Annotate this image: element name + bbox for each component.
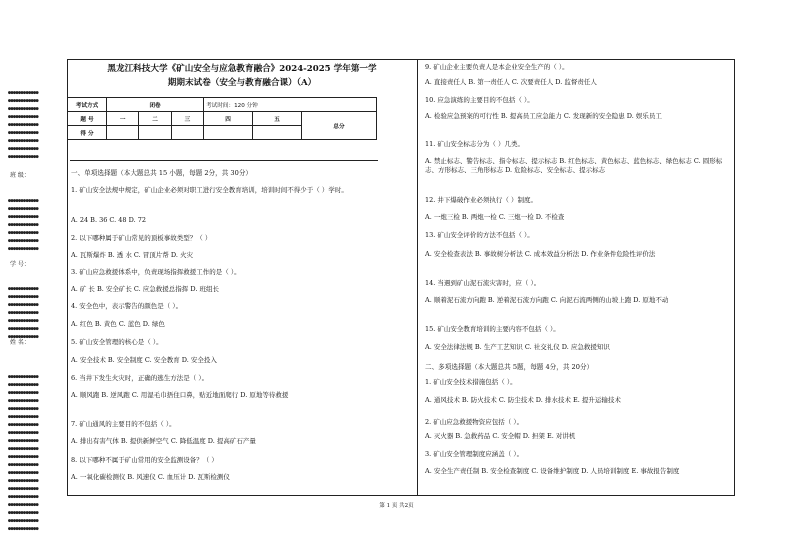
- seal-dot-row: ●●●●●●●●●●●●: [8, 478, 39, 484]
- seal-dot-row: ●●●●●●●●●●●●: [8, 430, 39, 436]
- question-options: A. 禁止标志、警告标志、指令标志、提示标志 B. 红色标志、黄色标志、蓝色标志、绿色标志 C. 圆形标志、方形标志、三角形标志 D. 危险标志、安全标志、提示标志: [425, 157, 723, 174]
- question-options: A. 矿 长 B. 安全矿长 C. 应急救援总指挥 D. 班组长: [71, 285, 219, 293]
- seal-dot-row: ●●●●●●●●●●●●: [8, 154, 39, 160]
- col-3: 三: [171, 112, 203, 126]
- score-label: 得 分: [68, 126, 107, 140]
- question-options: A. 24 B. 36 C. 48 D. 72: [71, 216, 147, 224]
- question-stem: 9. 矿山企业主要负责人是本企业安全生产的（ ）。: [425, 63, 569, 71]
- question-stem: 3. 矿山安全管理制度应涵盖（ ）。: [425, 450, 524, 458]
- seal-dot-row: ●●●●●●●●●●●●: [8, 326, 39, 332]
- exam-time: 考试时间：120 分钟: [204, 98, 377, 112]
- seal-dot-row: ●●●●●●●●●●●●: [8, 146, 39, 152]
- score-table-rule: [70, 160, 378, 161]
- seal-dot-row: ●●●●●●●●●●●●: [8, 382, 39, 388]
- seal-dot-row: ●●●●●●●●●●●●: [8, 398, 39, 404]
- col-1: 一: [107, 112, 139, 126]
- seal-dot-row: ●●●●●●●●●●●●: [8, 106, 39, 112]
- seal-dot-row: ●●●●●●●●●●●●: [8, 486, 39, 492]
- question-stem: 2. 矿山应急救援物资应包括（ ）。: [425, 418, 524, 426]
- column-divider: [417, 59, 418, 496]
- exam-title-line2: 期期末试卷（安全与教育融合课）（A）: [167, 78, 317, 88]
- question-stem: 2. 以下哪种属于矿山常见的顶板事故类型？（ ）: [71, 234, 212, 242]
- question-stem: 10. 应急演练的主要目的不包括（ ）。: [425, 96, 534, 104]
- seal-dot-row: ●●●●●●●●●●●●: [8, 374, 39, 380]
- question-stem: 1. 矿山安全技术措施包括（ ）。: [425, 378, 517, 386]
- question-options: A. 安全生产责任制 B. 安全检查制度 C. 设备维护制度 D. 人员培训制度 E. 事故报告制度: [425, 467, 680, 475]
- question-options: A. 安全检查表法 B. 事故树分析法 C. 成本效益分析法 D. 作业条件危险性评价法: [425, 250, 656, 258]
- seal-dot-row: ●●●●●●●●●●●●: [8, 462, 39, 468]
- seal-dot-row: ●●●●●●●●●●●●: [8, 90, 39, 96]
- col-2: 二: [139, 112, 171, 126]
- seal-dot-row: ●●●●●●●●●●●●: [8, 422, 39, 428]
- total-score-label: 总分: [302, 112, 377, 140]
- seal-dot-row: ●●●●●●●●●●●●: [8, 130, 39, 136]
- seal-dot-row: ●●●●●●●●●●●●: [8, 114, 39, 120]
- seal-dot-row: ●●●●●●●●●●●●: [8, 414, 39, 420]
- seal-dot-row: ●●●●●●●●●●●●: [8, 246, 39, 252]
- seal-dot-row: ●●●●●●●●●●●●: [8, 470, 39, 476]
- seal-dot-row: ●●●●●●●●●●●●: [8, 294, 39, 300]
- seal-dot-row: ●●●●●●●●●●●●: [8, 214, 39, 220]
- question-stem: 12. 井下爆破作业必须执行（ ）制度。: [425, 196, 537, 204]
- question-options: A. 一炮三检 B. 两炮一检 C. 三炮一检 D. 不检查: [425, 213, 565, 221]
- score-cell-3[interactable]: [171, 126, 203, 140]
- col-5: 五: [253, 112, 302, 126]
- question-stem: 1. 矿山安全法规中规定，矿山企业必须对职工进行安全教育培训，培训时间不得少于（ ）学时。: [71, 186, 348, 194]
- seal-dot-row: ●●●●●●●●●●●●: [8, 238, 39, 244]
- seal-dot-row: ●●●●●●●●●●●●: [8, 222, 39, 228]
- question-options: A. 排出有害气体 B. 提供新鲜空气 C. 降低温度 D. 提高矿石产量: [71, 437, 256, 445]
- question-stem: 5. 矿山安全管理的核心是（ ）。: [71, 338, 163, 346]
- question-stem: 15. 矿山安全教育培训的主要内容不包括（ ）。: [425, 325, 560, 333]
- name-label: 姓 名：: [10, 339, 30, 346]
- seal-dot-row: ●●●●●●●●●●●●: [8, 454, 39, 460]
- seal-dot-row: ●●●●●●●●●●●●: [8, 510, 39, 516]
- question-stem: 3. 矿山应急救援体系中，负责现场指挥救援工作的是（ ）。: [71, 268, 241, 276]
- seal-dot-row: ●●●●●●●●●●●●: [8, 310, 39, 316]
- question-stem: 13. 矿山安全评价的方法不包括（ ）。: [425, 231, 534, 239]
- exam-method-label: 考试方式: [68, 98, 107, 112]
- seal-dot-row: ●●●●●●●●●●●●: [8, 334, 39, 340]
- question-options: A. 通风技术 B. 防火技术 C. 防尘技术 D. 排水技术 E. 提升运输技术: [425, 396, 621, 404]
- score-cell-5[interactable]: [253, 126, 302, 140]
- score-cell-4[interactable]: [204, 126, 253, 140]
- question-options: A. 直接责任人 B. 第一责任人 C. 次要责任人 D. 监督责任人: [425, 78, 597, 86]
- seal-dot-row: ●●●●●●●●●●●●: [8, 526, 39, 532]
- exam-title-line1: 黑龙江科技大学《矿山安全与应急教育融合》2024-2025 学年第一学: [107, 64, 377, 74]
- section2-heading: 二、多项选择题（本大题总共 5题，每题 4分，共 20分）: [425, 363, 594, 371]
- question-number-label: 题 号: [68, 112, 107, 126]
- question-stem: 7. 矿山通风的主要目的不包括（ ）。: [71, 420, 176, 428]
- seal-dot-row: ●●●●●●●●●●●●: [8, 286, 39, 292]
- class-label: 班 级：: [10, 172, 30, 179]
- seal-dot-row: ●●●●●●●●●●●●: [8, 494, 39, 500]
- page-number: 第 1 页 共2页: [379, 503, 414, 509]
- seal-dot-row: ●●●●●●●●●●●●: [8, 406, 39, 412]
- seal-dot-row: ●●●●●●●●●●●●: [8, 438, 39, 444]
- question-options: A. 红色 B. 黄色 C. 蓝色 D. 绿色: [71, 320, 165, 328]
- student-id-label: 学 号：: [10, 261, 30, 268]
- seal-dot-row: ●●●●●●●●●●●●: [8, 390, 39, 396]
- seal-dot-row: ●●●●●●●●●●●●: [8, 502, 39, 508]
- question-options: A. 瓦斯爆炸 B. 透 水 C. 冒顶片帮 D. 火灾: [71, 251, 193, 259]
- seal-dot-row: ●●●●●●●●●●●●: [8, 518, 39, 524]
- question-options: A. 顺风跑 B. 逆风跑 C. 用湿毛巾捂住口鼻，贴近地面爬行 D. 原地等待救援: [71, 391, 289, 399]
- score-cell-2[interactable]: [139, 126, 171, 140]
- question-options: A. 灭火器 B. 急救药品 C. 安全帽 D. 担架 E. 对讲机: [425, 432, 576, 440]
- question-stem: 11. 矿山安全标志分为（ ）几类。: [425, 140, 524, 148]
- seal-dot-row: ●●●●●●●●●●●●: [8, 122, 39, 128]
- question-options: A. 安全技术 B. 安全制度 C. 安全教育 D. 安全投入: [71, 356, 217, 364]
- col-4: 四: [204, 112, 253, 126]
- seal-dot-row: ●●●●●●●●●●●●: [8, 230, 39, 236]
- question-options: A. 检验应急预案的可行性 B. 提高员工应急能力 C. 发现新的安全隐患 D. 娱乐员工: [425, 112, 662, 120]
- score-cell-1[interactable]: [107, 126, 139, 140]
- question-stem: 8. 以下哪种不属于矿山常用的安全监测设备？（ ）: [71, 456, 218, 464]
- seal-dot-row: ●●●●●●●●●●●●: [8, 198, 39, 204]
- question-stem: 6. 当井下发生火灾时，正确的逃生方法是（ ）。: [71, 374, 209, 382]
- question-options: A. 安全法律法规 B. 生产工艺知识 C. 社交礼仪 D. 应急救援知识: [425, 343, 610, 351]
- seal-dot-row: ●●●●●●●●●●●●: [8, 446, 39, 452]
- seal-dot-row: ●●●●●●●●●●●●: [8, 98, 39, 104]
- seal-dot-row: ●●●●●●●●●●●●: [8, 138, 39, 144]
- question-stem: 14. 当遇到矿山泥石流灾害时，应（ ）。: [425, 279, 541, 287]
- seal-dot-row: ●●●●●●●●●●●●: [8, 302, 39, 308]
- exam-method-value: 闭卷: [107, 98, 204, 112]
- seal-dot-row: ●●●●●●●●●●●●: [8, 206, 39, 212]
- question-options: A. 一氧化碳检测仪 B. 风速仪 C. 血压计 D. 瓦斯检测仪: [71, 473, 230, 481]
- score-table: [67, 97, 377, 140]
- seal-dot-row: ●●●●●●●●●●●●: [8, 318, 39, 324]
- question-stem: 4. 安全色中，表示警告的颜色是（ ）。: [71, 302, 183, 310]
- section1-heading: 一、单项选择题（本大题总共 15 小题，每题 2分，共 30分）: [71, 169, 253, 177]
- question-options: A. 顺着泥石流方向跑 B. 逆着泥石流方向跑 C. 向泥石流两侧的山坡上跑 D. 原地不动: [425, 296, 669, 304]
